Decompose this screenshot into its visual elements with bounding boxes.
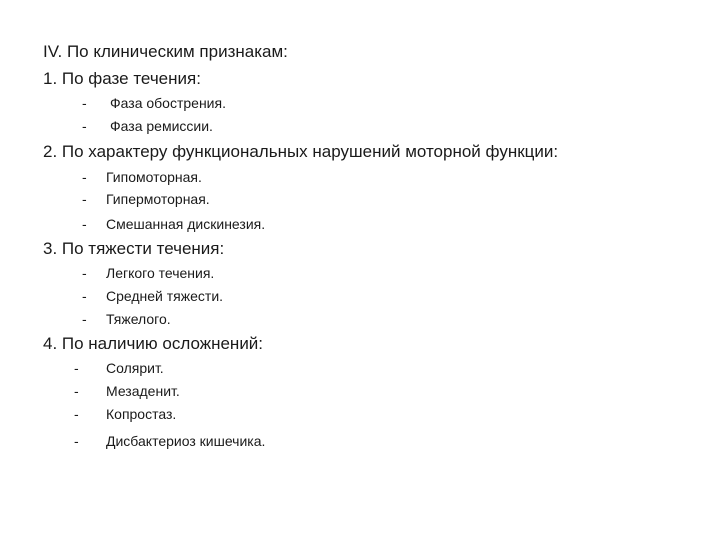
list-dash: - <box>82 288 87 304</box>
list-item: Дисбактериоз кишечика. <box>106 433 266 449</box>
list-item: Тяжелого. <box>106 311 171 327</box>
list-dash: - <box>74 406 79 422</box>
list-dash: - <box>82 311 87 327</box>
list-dash: - <box>82 118 87 134</box>
list-dash: - <box>74 383 79 399</box>
list-item: Фаза обострения. <box>110 95 226 111</box>
list-item: Фаза ремиссии. <box>110 118 213 134</box>
main-heading: IV. По клиническим признакам: <box>43 42 288 61</box>
section-title-severity: 3. По тяжести течения: <box>43 239 225 258</box>
list-item: Копростаз. <box>106 406 177 422</box>
list-item: Солярит. <box>106 360 164 376</box>
list-dash: - <box>74 360 79 376</box>
list-item: Смешанная дискинезия. <box>106 216 266 232</box>
section-title-complications: 4. По наличию осложнений: <box>43 334 264 353</box>
list-dash: - <box>82 191 87 207</box>
list-item: Гипомоторная. <box>106 169 202 185</box>
list-item: Мезаденит. <box>106 383 180 399</box>
list-item: Гипермоторная. <box>106 191 210 207</box>
list-dash: - <box>82 95 87 111</box>
section-title-motor: 2. По характеру функциональных нарушений моторной функции: <box>43 142 559 161</box>
list-dash: - <box>82 216 87 232</box>
list-item: Легкого течения. <box>106 265 215 281</box>
list-dash: - <box>74 433 79 449</box>
list-item: Средней тяжести. <box>106 288 224 304</box>
list-dash: - <box>82 169 87 185</box>
section-title-phase: 1. По фазе течения: <box>43 69 201 88</box>
list-dash: - <box>82 265 87 281</box>
